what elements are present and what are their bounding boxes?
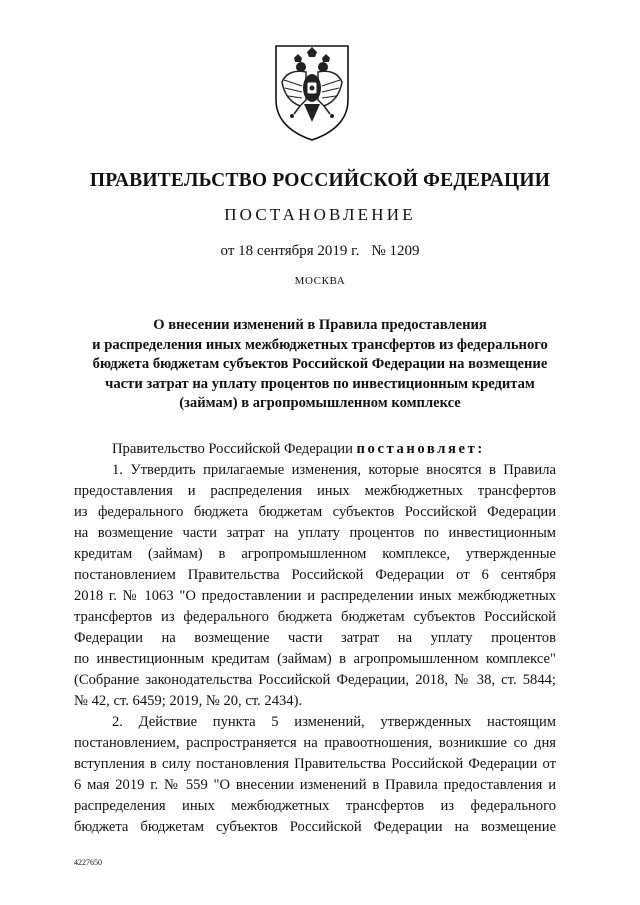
- body-line: вступления в силу постановления Правительства Российской Федерации от: [74, 756, 556, 772]
- body-line: 2018 г. № 1063 "О предоставлении и распределении иных межбюджетных: [74, 588, 556, 604]
- body-line: кредитам (займам) в агропромышленном комплексе, утвержденные: [74, 546, 556, 562]
- body-line: № 42, ст. 6459; 2019, № 20, ст. 2434).: [74, 693, 303, 709]
- body-line: из федерального бюджета бюджетам субъектов Российской Федерации: [74, 504, 556, 520]
- body-line: распределения иных межбюджетных трансфертов из федерального: [74, 798, 556, 814]
- document-id: 4227650: [74, 858, 102, 867]
- decree-date: от 18 сентября 2019 г.: [220, 243, 360, 259]
- body-line: Федерации на возмещение части затрат на уплату процентов: [74, 630, 556, 646]
- body-line: предоставления и распределения иных межбюджетных трансфертов: [74, 483, 556, 499]
- intro-line: [112, 440, 485, 458]
- title-line: и распределения иных межбюджетных трансфертов из федерального: [92, 336, 548, 353]
- title-line: бюджета бюджетам субъектов Российской Федерации на возмещение: [92, 356, 548, 372]
- date-line: [0, 243, 640, 260]
- body-line: постановлением, распространяется на правоотношения, возникшие со дня: [74, 735, 556, 751]
- body-line: 6 мая 2019 г. № 559 "О внесении изменений в Правила предоставления и: [74, 777, 556, 793]
- document-title: [60, 316, 580, 414]
- body-line: бюджета бюджетам субъектов Российской Федерации на возмещение: [74, 819, 556, 835]
- title-line: О внесении изменений в Правила предоставления: [153, 317, 487, 333]
- body-line: постановлением Правительства Российской Федерации от 6 сентября: [74, 567, 556, 583]
- title-line: части затрат на уплату процентов по инвестиционным кредитам: [105, 375, 535, 392]
- intro-resolves: постановляет:: [356, 441, 485, 457]
- coat-of-arms-emblem: [270, 42, 354, 142]
- document-type: ПОСТАНОВЛЕНИЕ: [224, 205, 416, 224]
- city: МОСКВА: [294, 275, 346, 287]
- body-line: 1. Утвердить прилагаемые изменения, которые вносятся в Правила: [112, 462, 556, 478]
- body-line: (Собрание законодательства Российской Федерации, 2018, № 38, ст. 5844;: [74, 672, 556, 688]
- organization-heading: ПРАВИТЕЛЬСТВО РОССИЙСКОЙ ФЕДЕРАЦИИ: [89, 170, 551, 191]
- body-line: трансфертов из федерального бюджета бюджетам субъектов Российской: [74, 609, 556, 625]
- intro-text: Правительство Российской Федерации: [112, 441, 353, 457]
- title-line: (займам) в агропромышленном комплексе: [179, 395, 461, 411]
- body-line: на возмещение части затрат на уплату процентов по инвестиционным: [74, 525, 556, 541]
- body-line: по инвестиционным кредитам (займам) в агропромышленном комплексе": [74, 651, 556, 667]
- body-line: 2. Действие пункта 5 изменений, утвержденных настоящим: [112, 714, 556, 730]
- decree-number: № 1209: [371, 243, 420, 259]
